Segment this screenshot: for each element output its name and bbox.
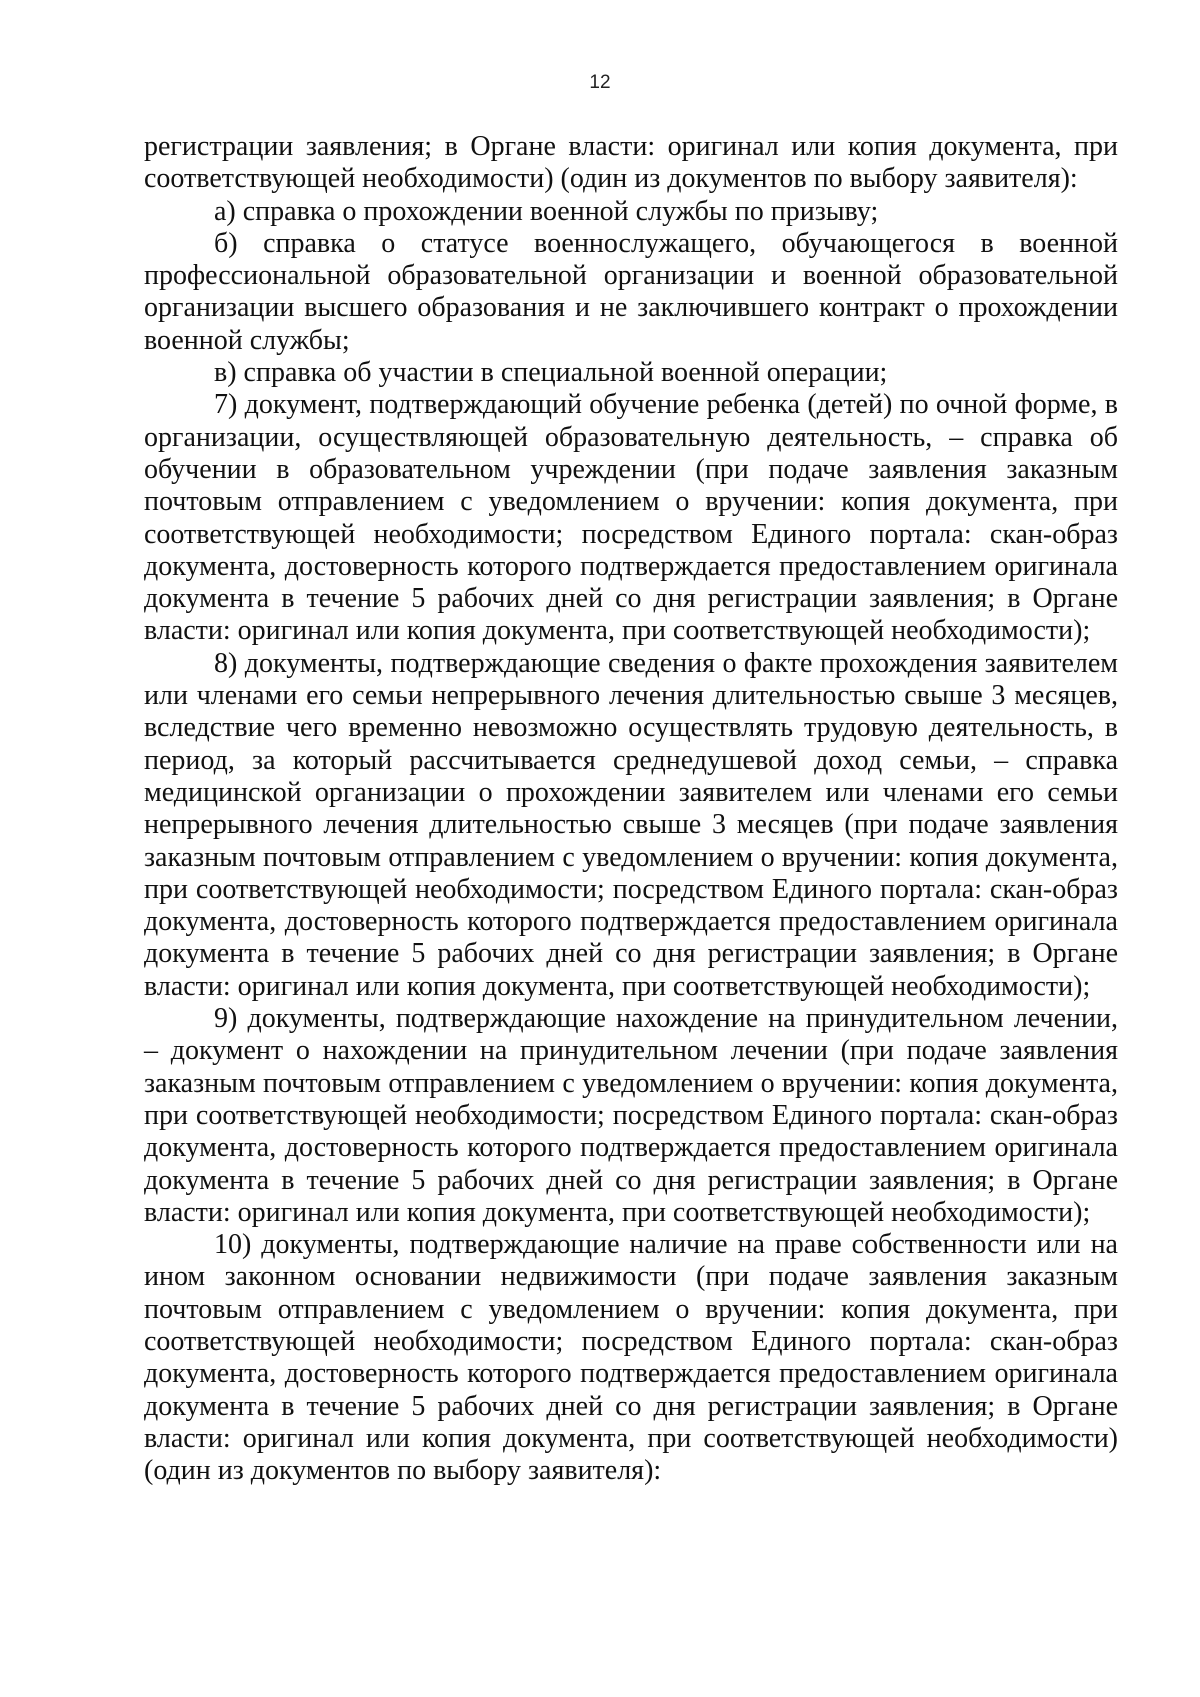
paragraph-item-10: 10) документы, подтверждающие наличие на праве собственности или на ином законном основании недвижимости (при подаче заявления заказным почтовым отправлением с уведомлением о вручении: копия документа, при соответствующей необходимости; посредством Единого портала: скан-образ документа, достоверность которого подтверждается предоставлением оригинала документа в течение 5 рабочих дней со дня регистрации заявления; в Органе власти: оригинал или копия документа, при соответствующей необходимости) (один из документов по выбору заявителя): <box>144 1229 1118 1487</box>
paragraph-item-7: 7) документ, подтверждающий обучение ребенка (детей) по очной форме, в организации, осуществляющей образовательную деятельность, – справка об обучении в образовательном учреждении (при подаче заявления заказным почтовым отправлением с уведомлением о вручении: копия документа, при соответствующей необходимости; посредством Единого портала: скан-образ документа, достоверность которого подтверждается предоставлением оригинала документа в течение 5 рабочих дней со дня регистрации заявления; в Органе власти: оригинал или копия документа, при соответствующей необходимости); <box>144 389 1118 647</box>
paragraph-item-a: а) справка о прохождении военной службы по призыву; <box>214 195 879 227</box>
page-number: 12 <box>589 72 611 93</box>
paragraph-item-8: 8) документы, подтверждающие сведения о факте прохождения заявителем или членами его семьи непрерывного лечения длительностью свыше 3 месяцев, вследствие чего временно невозможно осуществлять трудовую деятельность, в период, за который рассчитывается среднедушевой доход семьи, – справка медицинской организации о прохождении заявителем или членами его семьи непрерывного лечения длительностью свыше 3 месяцев (при подаче заявления заказным почтовым отправлением с уведомлением о вручении: копия документа, при соответствующей необходимости; посредством Единого портала: скан-образ документа, достоверность которого подтверждается предоставлением оригинала документа в течение 5 рабочих дней со дня регистрации заявления; в Органе власти: оригинал или копия документа, при соответствующей необходимости); <box>144 647 1118 1002</box>
paragraph-continuation: регистрации заявления; в Органе власти: оригинал или копия документа, при соответствующей необходимости) (один из документов по выбору заявителя): <box>144 131 1118 195</box>
document-body <box>144 131 1118 1487</box>
paragraph-item-9: 9) документы, подтверждающие нахождение на принудительном лечении, – документ о нахождении на принудительном лечении (при подаче заявления заказным почтовым отправлением с уведомлением о вручении: копия документа, при соответствующей необходимости; посредством Единого портала: скан-образ документа, достоверность которого подтверждается предоставлением оригинала документа в течение 5 рабочих дней со дня регистрации заявления; в Органе власти: оригинал или копия документа, при соответствующей необходимости); <box>144 1003 1118 1228</box>
paragraph-item-b: б) справка о статусе военнослужащего, обучающегося в военной профессиональной образовательной организации и военной образовательной организации высшего образования и не заключившего контракт о прохождении военной службы; <box>144 227 1118 356</box>
paragraph-item-v: в) справка об участии в специальной военной операции; <box>214 357 888 389</box>
